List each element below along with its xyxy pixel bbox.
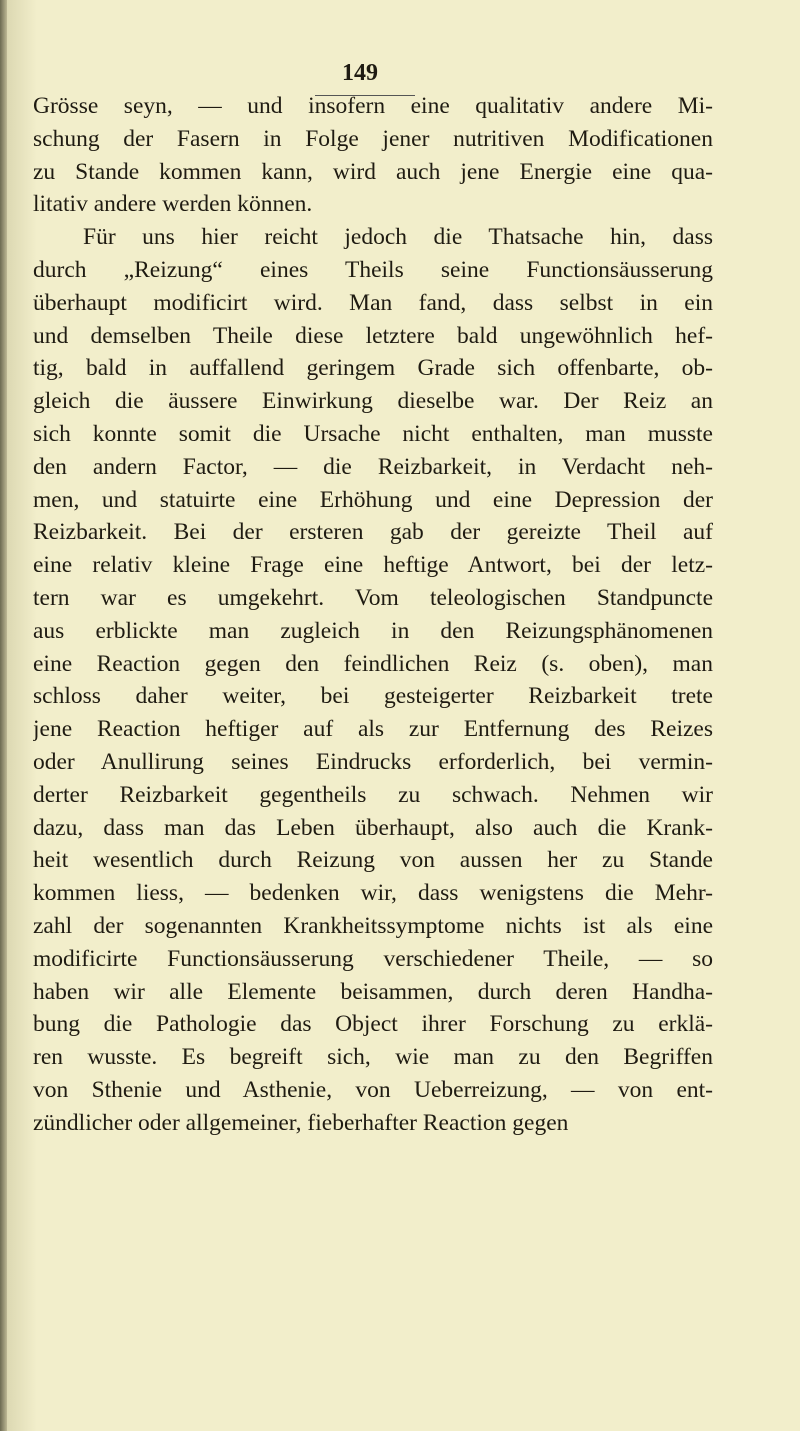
text-line: überhaupt modificirt wird. Man fand, dass selbst in ein [33, 289, 713, 316]
text-line: dazu, dass man das Leben überhaupt, also auch die Krank- [33, 814, 713, 841]
text-line: gleich die äussere Einwirkung dieselbe war. Der Reiz an [33, 388, 713, 415]
text-line: bung die Pathologie das Object ihrer Forschung zu erklä- [33, 1011, 713, 1038]
text-line: eine relativ kleine Frage eine heftige Antwort, bei der letz- [33, 552, 713, 579]
text-line: Grösse seyn, — und insofern eine qualitativ andere Mi- [33, 93, 713, 119]
text-line: tern war es umgekehrt. Vom teleologischen Standpuncte [33, 584, 713, 611]
text-line: durch „Reizung“ eines Theils seine Functionsäusserung [33, 256, 713, 283]
text-line: schung der Fasern in Folge jener nutritiven Modificationen [33, 125, 713, 152]
text-line: sich konnte somit die Ursache nicht enthalten, man musste [33, 420, 713, 447]
text-line: heit wesentlich durch Reizung von aussen her zu Stande [33, 847, 713, 874]
text-line: den andern Factor, — die Reizbarkeit, in Verdacht neh- [33, 453, 713, 480]
text-line: zündlicher oder allgemeiner, fieberhafter Reaction gegen [33, 1109, 569, 1136]
body-text [33, 90, 713, 1140]
text-line: ren wusste. Es begreift sich, wie man zu den Begriffen [33, 1044, 713, 1071]
text-line: oder Anullirung seines Eindrucks erforderlich, bei vermin- [33, 748, 713, 775]
text-line: zu Stande kommen kann, wird auch jene Energie eine qua- [33, 158, 713, 185]
text-line: derter Reizbarkeit gegentheils zu schwach. Nehmen wir [33, 781, 713, 808]
text-line: tig, bald in auffallend geringem Grade sich offenbarte, ob- [33, 355, 713, 382]
text-line: jene Reaction heftiger auf als zur Entfernung des Reizes [33, 716, 713, 743]
text-line: zahl der sogenannten Krankheitssymptome nichts ist als eine [33, 912, 713, 939]
text-line: eine Reaction gegen den feindlichen Reiz (s. oben), man [33, 650, 713, 677]
text-line: und demselben Theile diese letztere bald ungewöhnlich hef- [33, 322, 713, 349]
text-line: modificirte Functionsäusserung verschiedener Theile, — so [33, 945, 713, 972]
text-line: Reizbarkeit. Bei der ersteren gab der gereizte Theil auf [33, 519, 713, 546]
text-line: men, und statuirte eine Erhöhung und eine Depression der [33, 486, 713, 513]
text-line: aus erblickte man zugleich in den Reizungsphänomenen [33, 617, 713, 644]
page-number: 149 [342, 60, 378, 86]
page-binding-edge [0, 0, 7, 1431]
text-line: litativ andere werden können. [33, 191, 313, 218]
text-line: Für uns hier reicht jedoch die Thatsache hin, dass [83, 224, 713, 251]
text-line: schloss daher weiter, bei gesteigerter Reizbarkeit trete [33, 683, 713, 710]
text-line: kommen liess, — bedenken wir, dass wenigstens die Mehr- [33, 880, 713, 907]
text-line: haben wir alle Elemente beisammen, durch deren Handha- [33, 978, 713, 1005]
text-line: von Sthenie und Asthenie, von Ueberreizung, — von ent- [33, 1076, 713, 1103]
